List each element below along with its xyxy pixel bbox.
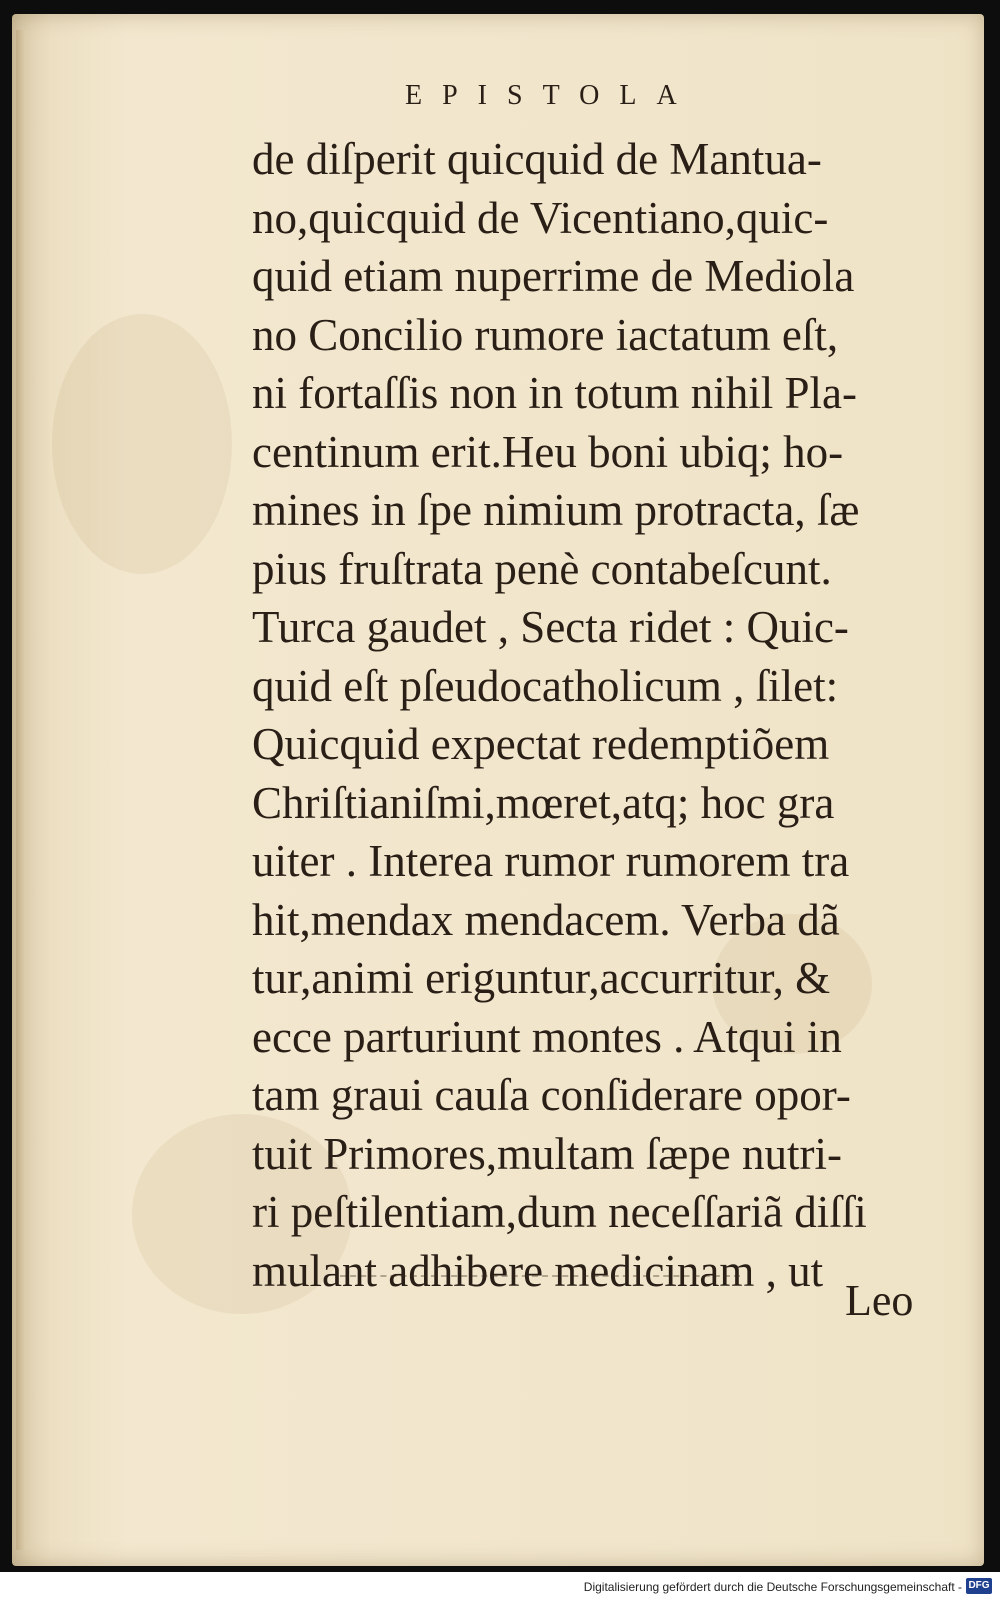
- text-line: tam graui cauſa conſiderare opor-: [252, 1070, 851, 1120]
- paper-stain: [52, 314, 232, 574]
- catchword: Leo: [845, 1276, 914, 1325]
- running-header: EPISTOLA: [405, 80, 697, 111]
- dfg-logo-icon: DFG: [966, 1578, 992, 1594]
- text-line: Chriſtianiſmi,mœret,atq; hoc gra: [252, 777, 835, 828]
- text-line: no,quicquid de Vicentiano,quic-: [252, 192, 829, 243]
- text-line: Quicquid expectat redemptiõem: [252, 719, 830, 769]
- page-gutter-edge: [16, 30, 26, 1550]
- text-line: mulant adhibere medicinam , ut: [252, 1245, 824, 1296]
- text-line: ni fortaſſis non in totum nihil Pla-: [252, 368, 857, 418]
- text-line: Turca gaudet , Secta ridet : Quic-: [252, 602, 849, 652]
- body-text: [252, 130, 942, 1300]
- text-line: centinum erit.Heu boni ubiq; ho-: [252, 426, 844, 477]
- show-through-trace: [340, 1275, 740, 1280]
- text-line: tur,animi eriguntur,accurritur, &: [252, 953, 831, 1003]
- text-line: pius fruſtrata penè contabeſcunt.: [252, 543, 832, 594]
- text-line: tuit Primores,multam ſæpe nutri-: [252, 1128, 842, 1179]
- text-line: hit,mendax mendacem. Verba dã: [252, 894, 840, 945]
- text-line: quid etiam nuperrime de Mediola: [252, 251, 855, 301]
- text-line: ecce parturiunt montes . Atqui in: [252, 1011, 842, 1062]
- text-line: mines in ſpe nimium protracta, ſæ: [252, 485, 860, 535]
- funding-credit: Digitalisierung gefördert durch die Deutsche Forschungsgemeinschaft -: [583, 1580, 962, 1594]
- text-line: ri peſtilentiam,dum neceſſariã diſſi: [252, 1187, 867, 1237]
- text-line: de diſperit quicquid de Mantua-: [252, 134, 822, 184]
- text-line: quid eſt pſeudocatholicum , ſilet:: [252, 660, 839, 711]
- text-line: no Concilio rumore iactatum eſt,: [252, 309, 839, 360]
- text-line: uiter . Interea rumor rumorem tra: [252, 836, 850, 886]
